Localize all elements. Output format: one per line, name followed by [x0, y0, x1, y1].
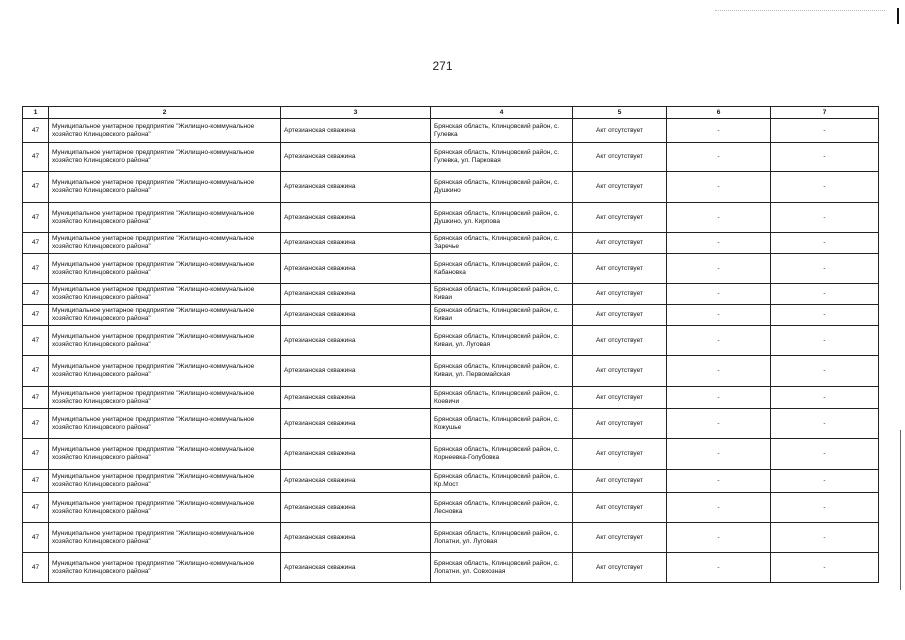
organization-cell: Муниципальное унитарное предприятие "Жилищно-коммунальное хозяйство Клинцовского района" [49, 254, 281, 284]
page-number: 271 [432, 59, 453, 73]
act-status-cell: Акт отсутствует [573, 233, 667, 254]
object-type-cell: Артезианская скважина [281, 233, 431, 254]
table-row [23, 254, 879, 284]
scan-noise [715, 10, 885, 12]
column-6-cell: - [667, 305, 771, 326]
header-row [23, 107, 879, 119]
column-7-cell: - [771, 326, 879, 356]
column-7-cell: - [771, 493, 879, 523]
organization-cell: Муниципальное унитарное предприятие "Жилищно-коммунальное хозяйство Клинцовского района" [49, 143, 281, 172]
object-type-cell: Артезианская скважина [281, 326, 431, 356]
column-7-cell: - [771, 470, 879, 493]
column-6-cell: - [667, 439, 771, 470]
registry-table [22, 106, 879, 583]
address-cell: Брянская область, Клинцовский район, с. Душкино [431, 172, 573, 203]
row-number: 47 [23, 254, 49, 284]
organization-cell: Муниципальное унитарное предприятие "Жилищно-коммунальное хозяйство Клинцовского района" [49, 470, 281, 493]
column-6-cell: - [667, 387, 771, 409]
address-cell: Брянская область, Клинцовский район, с. Киваи, ул. Луговая [431, 326, 573, 356]
object-type-cell: Артезианская скважина [281, 284, 431, 305]
table-row [23, 387, 879, 409]
column-header-7: 7 [771, 107, 879, 119]
object-type-cell: Артезианская скважина [281, 143, 431, 172]
organization-cell: Муниципальное унитарное предприятие "Жилищно-коммунальное хозяйство Клинцовского района" [49, 439, 281, 470]
column-6-cell: - [667, 233, 771, 254]
object-type-cell: Артезианская скважина [281, 409, 431, 439]
row-number: 47 [23, 119, 49, 143]
address-cell: Брянская область, Клинцовский район, с. Киваи [431, 284, 573, 305]
act-status-cell: Акт отсутствует [573, 387, 667, 409]
organization-cell: Муниципальное унитарное предприятие "Жилищно-коммунальное хозяйство Клинцовского района" [49, 387, 281, 409]
column-header-6: 6 [667, 107, 771, 119]
row-number: 47 [23, 553, 49, 583]
column-6-cell: - [667, 172, 771, 203]
address-cell: Брянская область, Клинцовский район, с. Душкино, ул. Кирпова [431, 203, 573, 233]
address-cell: Брянская область, Клинцовский район, с. Киваи [431, 305, 573, 326]
organization-cell: Муниципальное унитарное предприятие "Жилищно-коммунальное хозяйство Клинцовского района" [49, 233, 281, 254]
object-type-cell: Артезианская скважина [281, 172, 431, 203]
table-row [23, 233, 879, 254]
table-row [23, 409, 879, 439]
act-status-cell: Акт отсутствует [573, 523, 667, 553]
column-7-cell: - [771, 203, 879, 233]
column-header-1: 1 [23, 107, 49, 119]
address-cell: Брянская область, Клинцовский район, с. Гулевка [431, 119, 573, 143]
column-7-cell: - [771, 439, 879, 470]
column-header-5: 5 [573, 107, 667, 119]
row-number: 47 [23, 305, 49, 326]
column-6-cell: - [667, 254, 771, 284]
row-number: 47 [23, 470, 49, 493]
act-status-cell: Акт отсутствует [573, 553, 667, 583]
column-6-cell: - [667, 493, 771, 523]
act-status-cell: Акт отсутствует [573, 356, 667, 387]
address-cell: Брянская область, Клинцовский район, с. Кожушье [431, 409, 573, 439]
address-cell: Брянская область, Клинцовский район, с. Коевичи [431, 387, 573, 409]
act-status-cell: Акт отсутствует [573, 284, 667, 305]
row-number: 47 [23, 523, 49, 553]
organization-cell: Муниципальное унитарное предприятие "Жилищно-коммунальное хозяйство Клинцовского района" [49, 493, 281, 523]
column-6-cell: - [667, 523, 771, 553]
column-6-cell: - [667, 356, 771, 387]
row-number: 47 [23, 326, 49, 356]
table-row [23, 553, 879, 583]
table-row [23, 119, 879, 143]
address-cell: Брянская область, Клинцовский район, с. Кр.Мост [431, 470, 573, 493]
act-status-cell: Акт отсутствует [573, 493, 667, 523]
act-status-cell: Акт отсутствует [573, 305, 667, 326]
row-number: 47 [23, 233, 49, 254]
act-status-cell: Акт отсутствует [573, 326, 667, 356]
act-status-cell: Акт отсутствует [573, 439, 667, 470]
table-row [23, 143, 879, 172]
column-6-cell: - [667, 470, 771, 493]
column-7-cell: - [771, 523, 879, 553]
scan-edge-mark [897, 8, 899, 24]
column-7-cell: - [771, 254, 879, 284]
object-type-cell: Артезианская скважина [281, 387, 431, 409]
row-number: 47 [23, 439, 49, 470]
column-6-cell: - [667, 119, 771, 143]
organization-cell: Муниципальное унитарное предприятие "Жилищно-коммунальное хозяйство Клинцовского района" [49, 305, 281, 326]
organization-cell: Муниципальное унитарное предприятие "Жилищно-коммунальное хозяйство Клинцовского района" [49, 553, 281, 583]
column-6-cell: - [667, 143, 771, 172]
table-body [23, 119, 879, 583]
organization-cell: Муниципальное унитарное предприятие "Жилищно-коммунальное хозяйство Клинцовского района" [49, 356, 281, 387]
object-type-cell: Артезианская скважина [281, 439, 431, 470]
column-7-cell: - [771, 143, 879, 172]
column-header-2: 2 [49, 107, 281, 119]
act-status-cell: Акт отсутствует [573, 172, 667, 203]
table-row [23, 203, 879, 233]
address-cell: Брянская область, Клинцовский район, с. Гулевка, ул. Парковая [431, 143, 573, 172]
address-cell: Брянская область, Клинцовский район, с. Корнеевка-Голубовка [431, 439, 573, 470]
table-row [23, 439, 879, 470]
table-row [23, 493, 879, 523]
organization-cell: Муниципальное унитарное предприятие "Жилищно-коммунальное хозяйство Клинцовского района" [49, 409, 281, 439]
column-7-cell: - [771, 233, 879, 254]
act-status-cell: Акт отсутствует [573, 254, 667, 284]
column-header-4: 4 [431, 107, 573, 119]
row-number: 47 [23, 493, 49, 523]
row-number: 47 [23, 172, 49, 203]
organization-cell: Муниципальное унитарное предприятие "Жилищно-коммунальное хозяйство Клинцовского района" [49, 326, 281, 356]
column-7-cell: - [771, 409, 879, 439]
column-7-cell: - [771, 553, 879, 583]
column-7-cell: - [771, 305, 879, 326]
organization-cell: Муниципальное унитарное предприятие "Жилищно-коммунальное хозяйство Клинцовского района" [49, 172, 281, 203]
row-number: 47 [23, 356, 49, 387]
act-status-cell: Акт отсутствует [573, 143, 667, 172]
object-type-cell: Артезианская скважина [281, 254, 431, 284]
table-row [23, 523, 879, 553]
organization-cell: Муниципальное унитарное предприятие "Жилищно-коммунальное хозяйство Клинцовского района" [49, 523, 281, 553]
address-cell: Брянская область, Клинцовский район, с. Лопатни, ул. Совхозная [431, 553, 573, 583]
table-row [23, 284, 879, 305]
act-status-cell: Акт отсутствует [573, 119, 667, 143]
object-type-cell: Артезианская скважина [281, 203, 431, 233]
column-6-cell: - [667, 409, 771, 439]
organization-cell: Муниципальное унитарное предприятие "Жилищно-коммунальное хозяйство Клинцовского района" [49, 119, 281, 143]
address-cell: Брянская область, Клинцовский район, с. Лесновка [431, 493, 573, 523]
scan-edge-line [900, 430, 901, 590]
column-7-cell: - [771, 387, 879, 409]
row-number: 47 [23, 284, 49, 305]
address-cell: Брянская область, Клинцовский район, с. Кабановка [431, 254, 573, 284]
act-status-cell: Акт отсутствует [573, 470, 667, 493]
object-type-cell: Артезианская скважина [281, 305, 431, 326]
object-type-cell: Артезианская скважина [281, 523, 431, 553]
column-7-cell: - [771, 284, 879, 305]
row-number: 47 [23, 203, 49, 233]
organization-cell: Муниципальное унитарное предприятие "Жилищно-коммунальное хозяйство Клинцовского района" [49, 284, 281, 305]
column-header-3: 3 [281, 107, 431, 119]
column-6-cell: - [667, 284, 771, 305]
table-row [23, 356, 879, 387]
row-number: 47 [23, 387, 49, 409]
table-row [23, 305, 879, 326]
act-status-cell: Акт отсутствует [573, 409, 667, 439]
table-row [23, 326, 879, 356]
address-cell: Брянская область, Клинцовский район, с. Лопатни, ул. Луговая [431, 523, 573, 553]
object-type-cell: Артезианская скважина [281, 356, 431, 387]
column-6-cell: - [667, 203, 771, 233]
row-number: 47 [23, 143, 49, 172]
object-type-cell: Артезианская скважина [281, 553, 431, 583]
organization-cell: Муниципальное унитарное предприятие "Жилищно-коммунальное хозяйство Клинцовского района" [49, 203, 281, 233]
object-type-cell: Артезианская скважина [281, 470, 431, 493]
column-7-cell: - [771, 172, 879, 203]
row-number: 47 [23, 409, 49, 439]
act-status-cell: Акт отсутствует [573, 203, 667, 233]
object-type-cell: Артезианская скважина [281, 119, 431, 143]
column-7-cell: - [771, 119, 879, 143]
object-type-cell: Артезианская скважина [281, 493, 431, 523]
column-6-cell: - [667, 326, 771, 356]
table-row [23, 172, 879, 203]
column-7-cell: - [771, 356, 879, 387]
table-row [23, 470, 879, 493]
column-6-cell: - [667, 553, 771, 583]
address-cell: Брянская область, Клинцовский район, с. Киваи, ул. Первомайская [431, 356, 573, 387]
address-cell: Брянская область, Клинцовский район, с. Заречье [431, 233, 573, 254]
